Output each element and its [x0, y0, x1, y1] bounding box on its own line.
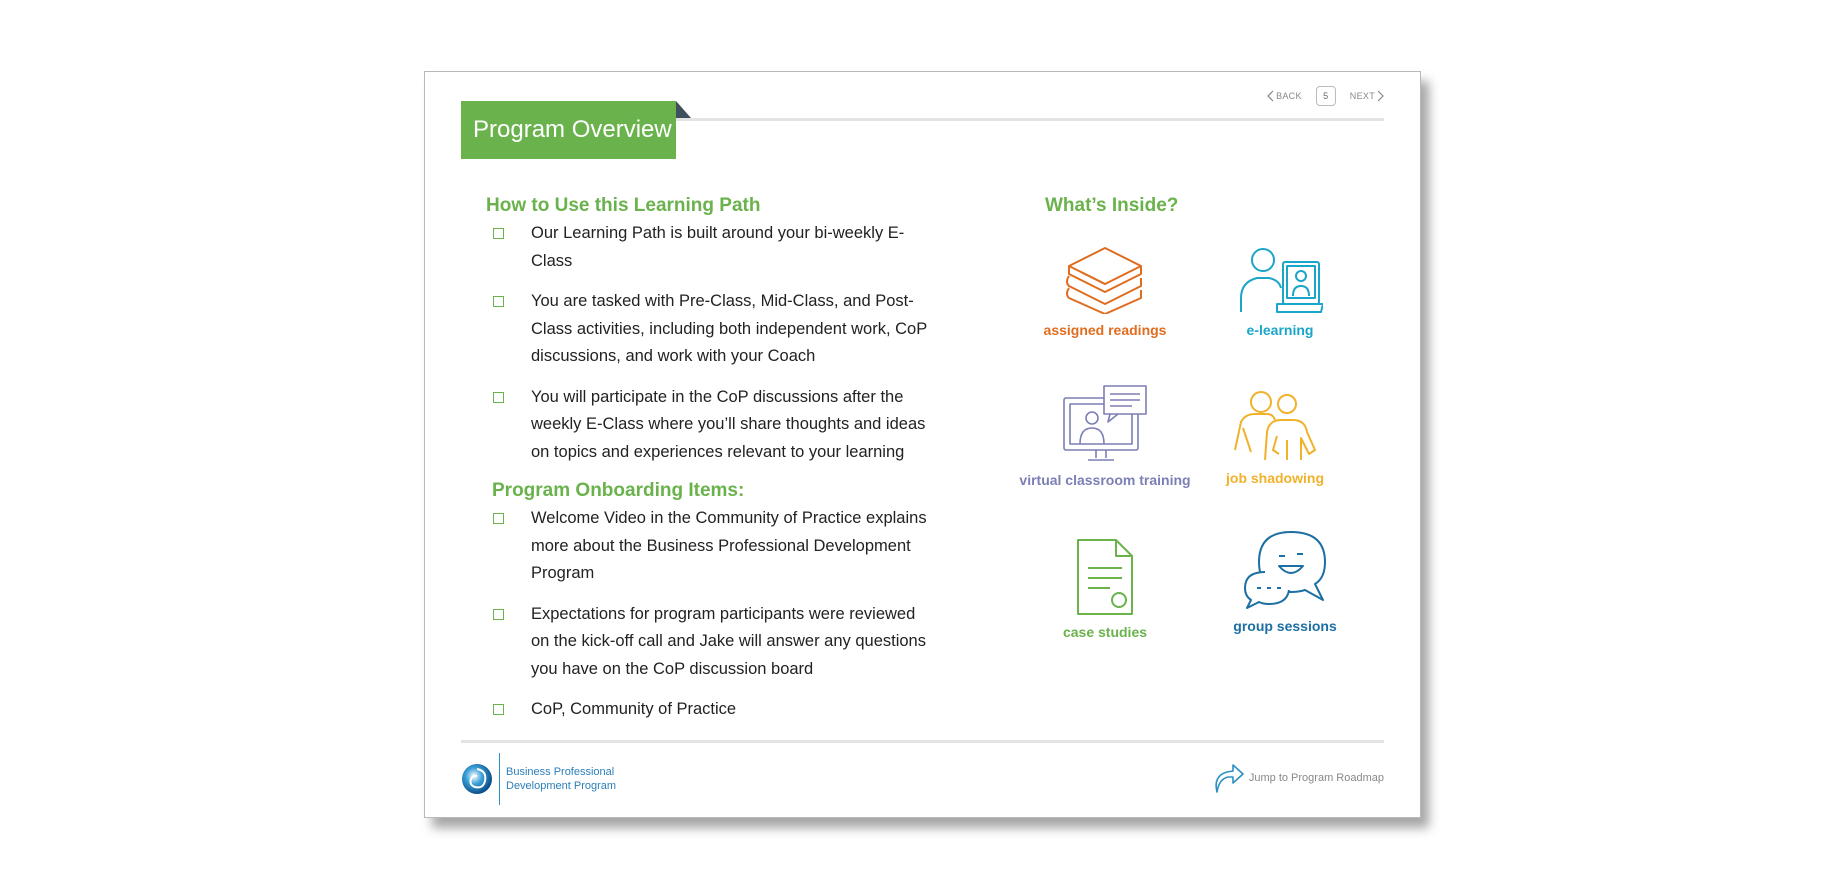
case-studies-label: case studies: [1062, 624, 1148, 640]
whats-inside-title: What’s Inside?: [1045, 195, 1179, 216]
header-divider: [675, 118, 1384, 121]
assigned-readings-label: assigned readings: [1043, 322, 1167, 338]
group-sessions-label: group sessions: [1233, 618, 1337, 634]
page-number: 5: [1316, 86, 1336, 106]
title-fold-corner: [676, 101, 691, 118]
list-item: You will participate in the CoP discussions after the weekly E-Class where you’ll share thoughts and ideas on topics and experiences relevant to your learning: [493, 384, 933, 467]
list-item: CoP, Community of Practice: [493, 696, 933, 724]
list-item: Expectations for program participants were reviewed on the kick-off call and Jake will answer any questions you have on the CoP discussion board: [493, 601, 933, 684]
checkbox-icon: [493, 228, 504, 239]
next-button[interactable]: [1350, 90, 1384, 102]
section-title-how-to-use: How to Use this Learning Path: [486, 195, 761, 216]
e-learning-label: e-learning: [1246, 322, 1314, 338]
slide-page: [424, 71, 1421, 818]
item-case-studies: [1020, 538, 1190, 640]
job-shadowing-label: job shadowing: [1226, 470, 1324, 486]
logo-separator: [499, 753, 500, 805]
footer-divider: [461, 740, 1384, 743]
page-title: Program Overview: [461, 101, 676, 159]
list-item: Our Learning Path is built around your bi-weekly E-Class: [493, 220, 933, 275]
page-navigation: [1267, 86, 1384, 106]
jump-label: Jump to Program Roadmap: [1248, 772, 1384, 784]
checkbox-icon: [493, 609, 504, 620]
job-shadowing-icon: [1231, 390, 1319, 462]
virtual-classroom-label: virtual classroom training: [1019, 472, 1191, 488]
curved-arrow-icon: [1211, 762, 1245, 794]
swirl-logo-icon: [461, 763, 493, 795]
item-virtual-classroom: [1010, 384, 1200, 488]
list-item: Welcome Video in the Community of Practice explains more about the Business Professional Development Program: [493, 505, 933, 588]
item-assigned-readings: [1020, 242, 1190, 338]
logo-text: Business Professional Development Program: [506, 766, 617, 792]
virtual-classroom-icon: [1062, 384, 1148, 464]
chevron-left-icon: [1267, 90, 1274, 102]
checkbox-icon: [493, 296, 504, 307]
chevron-right-icon: [1377, 90, 1384, 102]
next-label: NEXT: [1349, 91, 1375, 101]
books-icon: [1063, 242, 1147, 314]
case-studies-icon: [1074, 538, 1136, 616]
program-logo: [461, 753, 616, 805]
checkbox-icon: [493, 392, 504, 403]
back-button[interactable]: [1267, 90, 1302, 102]
e-learning-icon: [1237, 242, 1323, 314]
group-sessions-icon: [1241, 528, 1329, 610]
how-to-use-list: [493, 220, 933, 479]
list-item: You are tasked with Pre-Class, Mid-Class, and Post-Class activities, including both independent work, CoP discussions, and work with your Coach: [493, 288, 933, 371]
jump-to-roadmap-link[interactable]: [1211, 762, 1384, 794]
checkbox-icon: [493, 704, 504, 715]
section-title-onboarding: Program Onboarding Items:: [492, 480, 745, 501]
item-group-sessions: [1200, 528, 1370, 634]
item-e-learning: [1210, 242, 1350, 338]
item-job-shadowing: [1200, 390, 1350, 486]
onboarding-list: [493, 505, 933, 737]
back-label: BACK: [1276, 91, 1302, 101]
checkbox-icon: [493, 513, 504, 524]
